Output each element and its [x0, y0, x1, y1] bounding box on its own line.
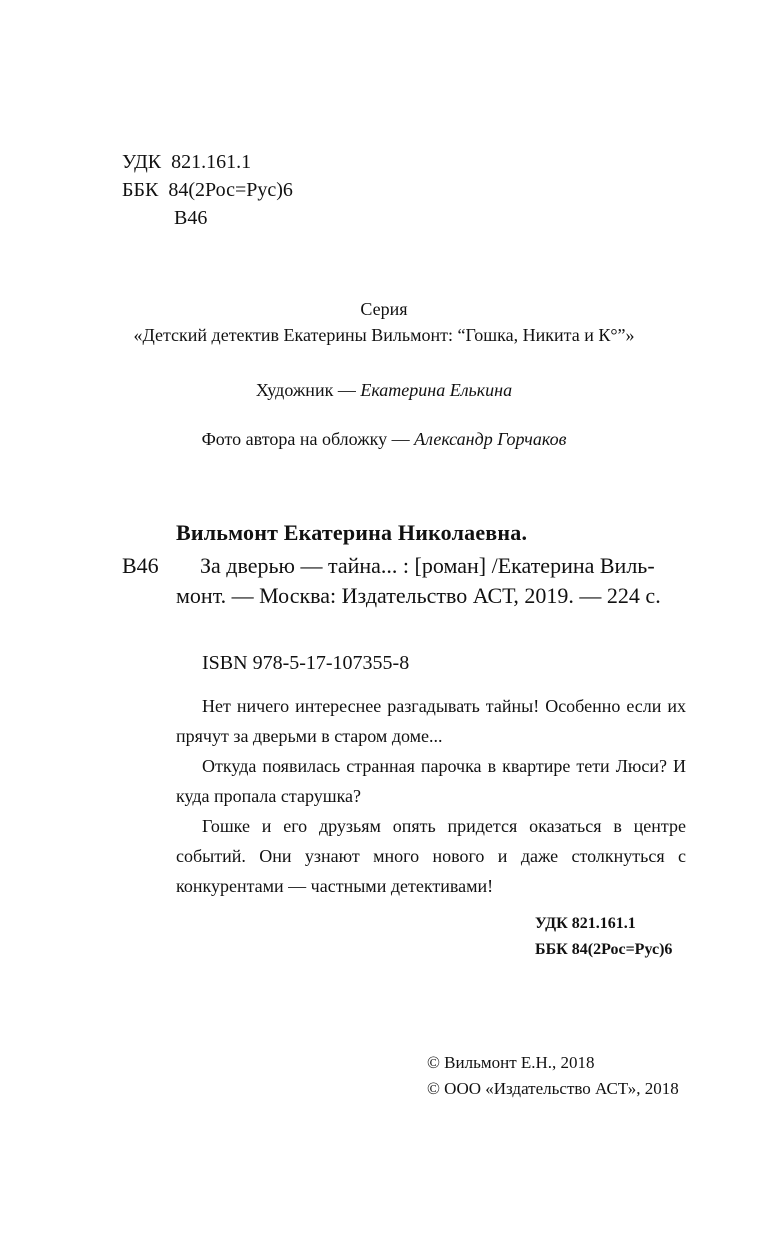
- annotation-paragraph: Нет ничего интереснее разгадывать тайны! Особенно если их прячут за дверьми в старом доме...: [176, 696, 686, 746]
- bbk-bottom: ББК 84(2Рос=Рус)6: [535, 941, 673, 958]
- author-mark: В46: [122, 553, 159, 578]
- annotation-paragraph: Гошке и его друзьям опять придется оказаться в центре событий. Они узнают много нового и даже столкнуться с конкурентами — частными детективами!: [176, 816, 686, 896]
- photo-label: Фото автора на обложку —: [201, 429, 415, 449]
- artist-name: Екатерина Елькина: [360, 380, 513, 400]
- classification-codes-top: [122, 148, 293, 232]
- annotation-paragraph: Откуда появилась странная парочка в квартире тети Люси? И куда пропала старушка?: [176, 756, 686, 806]
- udk-bottom: УДК 821.161.1: [535, 915, 636, 932]
- bibliographic-description: [176, 551, 686, 611]
- udk-label: УДК: [122, 151, 162, 173]
- artist-credit: [0, 377, 768, 403]
- author-heading: Вильмонт Екатерина Николаевна.: [176, 520, 528, 545]
- author-mark-top: В46: [174, 207, 208, 229]
- udk-line: [122, 148, 293, 176]
- artist-label: Художник —: [255, 380, 361, 400]
- description-line1: За дверью — тайна... : [роман] /Екатерина Виль-: [200, 553, 655, 578]
- classification-codes-bottom: [535, 911, 685, 963]
- series-block: [0, 296, 768, 348]
- copyright-block: [427, 1050, 679, 1102]
- annotation: [176, 691, 686, 901]
- photo-name: Александр Горчаков: [414, 429, 567, 449]
- bbk-value: 84(2Рос=Рус)6: [168, 179, 293, 201]
- bbk-line: [122, 176, 293, 204]
- bbk-label: ББК: [122, 179, 159, 201]
- photo-credit: [0, 426, 768, 452]
- udk-value: 821.161.1: [171, 151, 252, 173]
- copyright-publisher: © ООО «Издательство АСТ», 2018: [427, 1079, 679, 1098]
- copyright-author: © Вильмонт Е.Н., 2018: [427, 1053, 595, 1072]
- series-name: «Детский детектив Екатерины Вильмонт: “Гошка, Никита и К°”»: [133, 325, 635, 345]
- series-label: Серия: [360, 299, 408, 319]
- isbn: ISBN 978-5-17-107355-8: [202, 652, 410, 674]
- description-rest: монт. — Москва: Издательство АСТ, 2019. — 224 с.: [176, 583, 661, 608]
